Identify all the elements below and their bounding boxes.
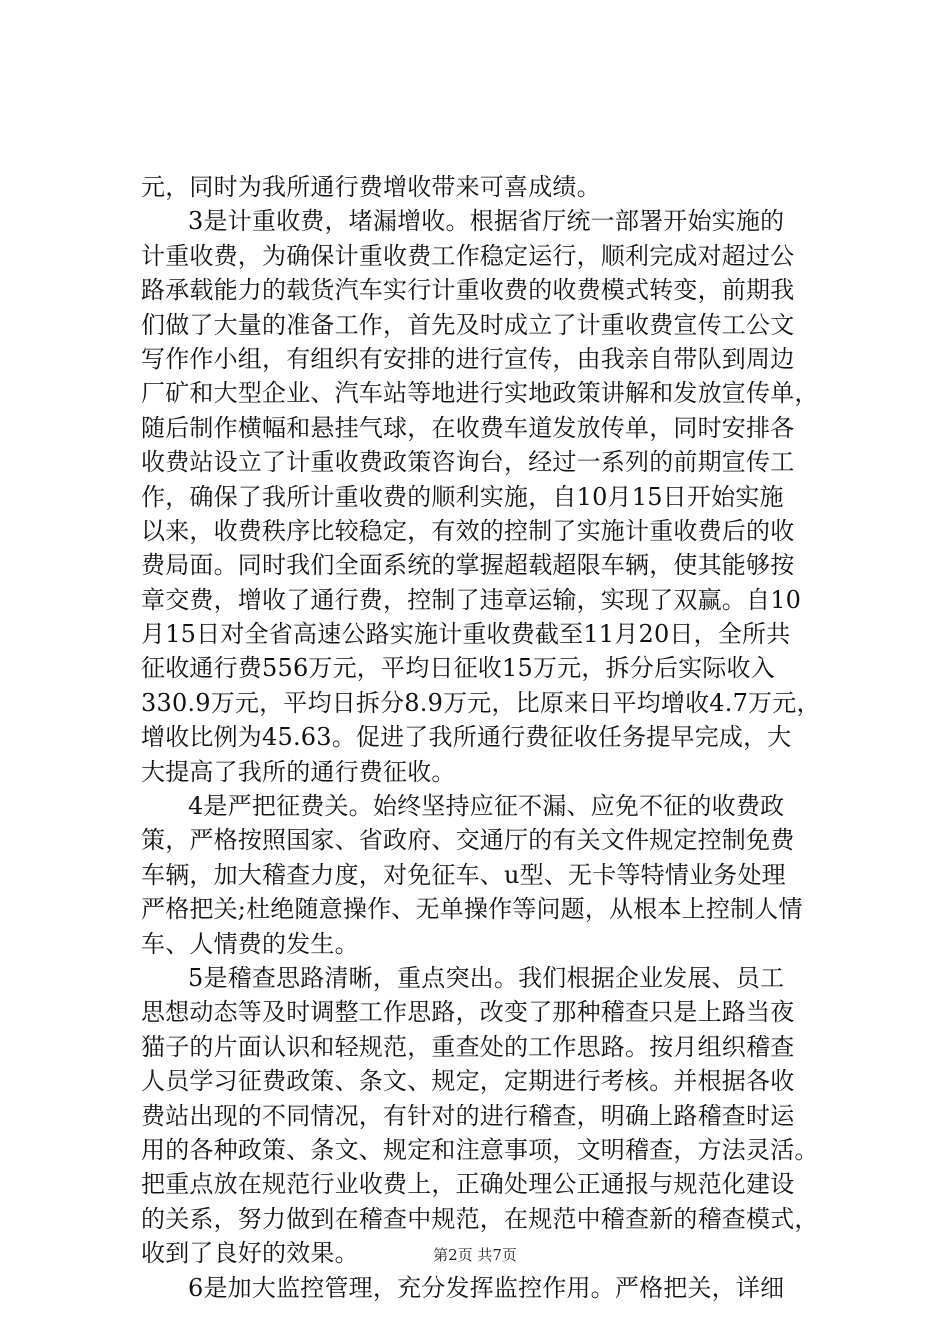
- text-line: 猫子的片面认识和轻规范，重查处的工作思路。按月组织稽查: [141, 1032, 795, 1061]
- text-line: 严格把关;杜绝随意操作、无单操作等问题，从根本上控制人情: [141, 895, 803, 924]
- page-footer: 第2页 共7页: [433, 1246, 517, 1264]
- text-line: 车辆，加大稽查力度，对免征车、u型、无卡等特情业务处理: [141, 860, 786, 889]
- text-line: 大提高了我所的通行费征收。: [141, 757, 456, 786]
- paragraph-start-line: 6是加大监控管理，充分发挥监控作用。严格把关，详细: [188, 1273, 785, 1302]
- paragraph-start-line: 3是计重收费，堵漏增收。根据省厅统一部署开始实施的: [188, 207, 785, 236]
- text-line: 元，同时为我所通行费增收带来可喜成绩。: [141, 173, 601, 201]
- text-line: 月15日对全省高速公路实施计重收费截至11月20日，全所共: [141, 620, 791, 649]
- text-line: 随后制作横幅和悬挂气球，在收费车道发放传单，同时安排各: [141, 413, 795, 442]
- text-line: 费局面。同时我们全面系统的掌握超载超限车辆，使其能够按: [141, 551, 795, 580]
- text-line: 的关系，努力做到在稽查中规范，在规范中稽查新的稽查模式，: [141, 1204, 819, 1233]
- text-line: 写作作小组，有组织有安排的进行宣传，由我亲自带队到周边: [141, 344, 795, 373]
- paragraph-start-line: 5是稽查思路清晰，重点突出。我们根据企业发展、员工: [188, 963, 785, 992]
- text-line: 路承载能力的载货汽车实行计重收费的收费模式转变，前期我: [141, 276, 795, 305]
- text-line: 作，确保了我所计重收费的顺利实施，自10月15日开始实施: [141, 482, 784, 511]
- text-line: 收到了良好的效果。: [141, 1239, 359, 1268]
- text-line: 章交费，增收了通行费，控制了违章运输，实现了双赢。自10: [141, 585, 802, 614]
- text-line: 们做了大量的准备工作，首先及时成立了计重收费宣传工公文: [141, 310, 795, 339]
- text-line: 以来，收费秩序比较稳定，有效的控制了实施计重收费后的收: [141, 516, 795, 545]
- text-line: 策，严格按照国家、省政府、交通厅的有关文件规定控制免费: [141, 826, 795, 855]
- text-line: 人员学习征费政策、条文、规定，定期进行考核。并根据各收: [141, 1067, 795, 1096]
- text-line: 把重点放在规范行业收费上，正确处理公正通报与规范化建设: [141, 1170, 795, 1199]
- text-line: 征收通行费556万元，平均日征收15万元，拆分后实际收入: [141, 654, 775, 683]
- text-line: 车、人情费的发生。: [141, 929, 359, 958]
- text-line: 收费站设立了计重收费政策咨询台，经过一系列的前期宣传工: [141, 448, 795, 477]
- text-line: 计重收费，为确保计重收费工作稳定运行，顺利完成对超过公: [141, 241, 795, 270]
- text-line: 厂矿和大型企业、汽车站等地进行实地政策讲解和发放宣传单，: [141, 379, 819, 408]
- text-line: 用的各种政策、条文、规定和注意事项，文明稽查，方法灵活。: [141, 1135, 819, 1164]
- paragraph-start-line: 4是严把征费关。始终坚持应征不漏、应免不征的收费政: [188, 792, 785, 821]
- body-text: [141, 170, 861, 1305]
- text-line: 增收比例为45.63。促进了我所通行费征收任务提早完成，大: [141, 723, 792, 752]
- text-line: 思想动态等及时调整工作思路，改变了那种稽查只是上路当夜: [141, 998, 795, 1027]
- text-line: 330.9万元，平均日拆分8.9万元，比原来日平均增收4.7万元，: [141, 688, 821, 717]
- text-line: 费站出现的不同情况，有针对的进行稽查，明确上路稽查时运: [141, 1101, 795, 1130]
